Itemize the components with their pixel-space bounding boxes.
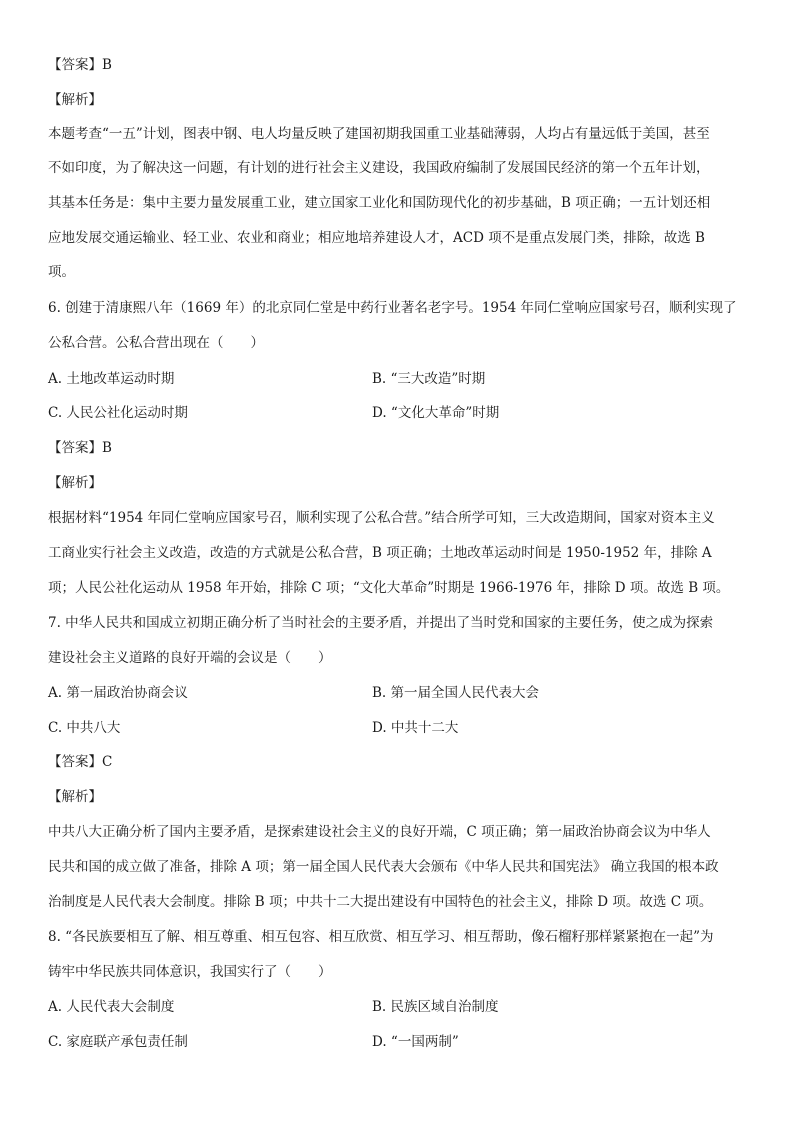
analysis-line: 工商业实行社会主义改造，改造的方式就是公私合营，B 项正确；土地改革运动时间是 1950-1952 年，排除 A [48,545,712,561]
question-stem: 公私合营。公私合营出现在（ ） [48,335,264,351]
analysis-line: 应地发展交通运输业、轻工业、农业和商业；相应地培养建设人才，ACD 项不是重点发展门类，排除，故选 B [48,230,705,246]
question-stem: 7. 中华人民共和国成立初期正确分析了当时社会的主要矛盾，并提出了当时党和国家的主要任务，使之成为探索 [48,615,714,631]
answer-label: 【答案】B [48,57,112,73]
analysis-line: 民共和国的成立做了准备，排除 A 项；第一届全国人民代表大会颁布《中华人民共和国宪法》 确立我国的根本政 [48,859,719,875]
analysis-line: 项。 [48,264,75,280]
question-stem: 8. “各民族要相互了解、相互尊重、相互包容、相互欣赏、相互学习、相互帮助，像石榴籽那样紧紧抱在一起”为 [48,929,714,945]
option-a: A. 人民代表大会制度 [48,999,175,1015]
analysis-line: 根据材料“1954 年同仁堂响应国家号召，顺利实现了公私合营。”结合所学可知，三大改造期间，国家对资本主义 [48,510,715,526]
option-b: B. 民族区域自治制度 [372,999,499,1015]
option-c: C. 中共八大 [48,720,121,736]
option-b: B. 第一届全国人民代表大会 [372,685,540,701]
analysis-label: 【解析】 [48,475,102,491]
option-d: D. “一国两制” [372,1034,459,1050]
question-stem: 铸牢中华民族共同体意识，我国实行了（ ） [48,964,332,980]
answer-label: 【答案】C [48,754,113,770]
option-c: C. 家庭联产承包责任制 [48,1034,188,1050]
question-stem: 建设社会主义道路的良好开端的会议是（ ） [48,650,332,666]
analysis-label: 【解析】 [48,92,102,108]
answer-label: 【答案】B [48,440,112,456]
analysis-line: 其基本任务是：集中主要力量发展重工业，建立国家工业化和国防现代化的初步基础，B 项正确；一五计划还相 [48,195,711,211]
option-a: A. 第一届政治协商会议 [48,685,188,701]
option-d: D. “文化大革命”时期 [372,405,500,421]
option-b: B. “三大改造”时期 [372,371,486,387]
analysis-line: 中共八大正确分析了国内主要矛盾，是探索建设社会主义的良好开端，C 项正确；第一届政治协商会议为中华人 [48,824,711,840]
analysis-line: 不如印度，为了解决这一问题，有计划的进行社会主义建设，我国政府编制了发展国民经济的第一个五年计划， [48,160,710,176]
option-d: D. 中共十二大 [372,720,459,736]
analysis-line: 治制度是人民代表大会制度。排除 B 项；中共十二大提出建设有中国特色的社会主义，排除 D 项。故选 C 项。 [48,894,713,910]
option-c: C. 人民公社化运动时期 [48,405,188,421]
question-stem: 6. 创建于清康熙八年（1669 年）的北京同仁堂是中药行业著名老字号。1954 年同仁堂响应国家号召，顺利实现了 [48,300,737,316]
analysis-line: 项；人民公社化运动从 1958 年开始，排除 C 项；“文化大革命”时期是 1966-1976 年，排除 D 项。故选 B 项。 [48,580,730,596]
analysis-line: 本题考查“一五”计划，图表中钢、电人均量反映了建国初期我国重工业基础薄弱，人均占有量远低于美国，甚至 [48,126,710,142]
analysis-label: 【解析】 [48,789,102,805]
option-a: A. 土地改革运动时期 [48,371,175,387]
